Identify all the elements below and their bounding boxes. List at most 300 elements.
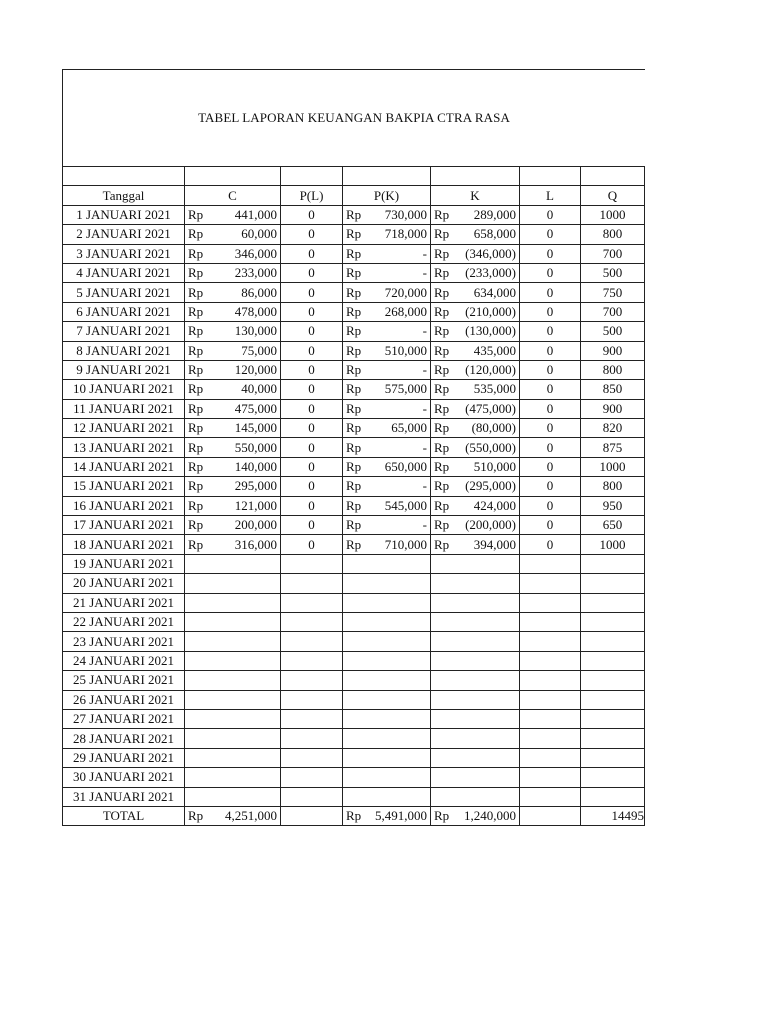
date-cell: 10 JANUARI 2021: [63, 380, 185, 399]
c-cell: [185, 748, 281, 767]
table-row: [63, 399, 645, 418]
pk-cell: [343, 302, 431, 321]
pk-cell: [343, 419, 431, 438]
pl-cell: 0: [281, 225, 343, 244]
amount-value: 1,240,000: [464, 808, 516, 824]
currency-label: Rp: [434, 303, 450, 319]
table-row: [63, 593, 645, 612]
q-cell: 700: [581, 302, 645, 321]
l-cell: [520, 768, 581, 787]
q-cell: 1000: [581, 457, 645, 476]
c-cell: [185, 593, 281, 612]
date-cell: 4 JANUARI 2021: [63, 263, 185, 282]
amount-value: 75,000: [241, 342, 277, 358]
pl-cell: 0: [281, 419, 343, 438]
l-cell: 0: [520, 205, 581, 224]
amount-value: 86,000: [241, 284, 277, 300]
currency-label: Rp: [346, 323, 362, 339]
table-row: [63, 787, 645, 806]
date-cell: 20 JANUARI 2021: [63, 574, 185, 593]
amount-value: -: [422, 439, 427, 455]
amount-value: 634,000: [473, 284, 516, 300]
c-cell: [185, 225, 281, 244]
amount-value: 289,000: [473, 206, 516, 222]
pl-cell: [281, 748, 343, 767]
table-row: [63, 768, 645, 787]
column-header: C: [185, 186, 281, 205]
title-area: [62, 69, 645, 167]
amount-value: 130,000: [234, 323, 277, 339]
currency-label: Rp: [346, 536, 362, 552]
amount-value: 60,000: [241, 226, 277, 242]
k-cell: [431, 244, 520, 263]
l-cell: [520, 729, 581, 748]
currency-label: Rp: [188, 206, 204, 222]
k-cell: [431, 302, 520, 321]
l-cell: 0: [520, 535, 581, 554]
k-cell: [431, 535, 520, 554]
amount-value: 121,000: [234, 497, 277, 513]
currency-label: Rp: [188, 420, 204, 436]
date-cell: 25 JANUARI 2021: [63, 671, 185, 690]
amount-value: 424,000: [473, 497, 516, 513]
column-header: P(L): [281, 186, 343, 205]
empty-cell: [281, 167, 343, 186]
c-cell: [185, 671, 281, 690]
c-cell: [185, 516, 281, 535]
date-cell: 27 JANUARI 2021: [63, 709, 185, 728]
date-cell: 5 JANUARI 2021: [63, 283, 185, 302]
table-row: [63, 671, 645, 690]
amount-value: (80,000): [471, 420, 516, 436]
pl-cell: [281, 787, 343, 806]
c-cell: [185, 768, 281, 787]
date-cell: 3 JANUARI 2021: [63, 244, 185, 263]
currency-label: Rp: [434, 420, 450, 436]
amount-value: (550,000): [465, 439, 516, 455]
date-cell: 26 JANUARI 2021: [63, 690, 185, 709]
pk-cell: [343, 612, 431, 631]
pk-cell: [343, 535, 431, 554]
l-cell: 0: [520, 263, 581, 282]
c-cell: [185, 244, 281, 263]
pk-cell: [343, 729, 431, 748]
q-cell: 800: [581, 477, 645, 496]
table-row: [63, 244, 645, 263]
k-cell: [431, 768, 520, 787]
amount-value: 394,000: [473, 536, 516, 552]
currency-label: Rp: [434, 439, 450, 455]
q-cell: [581, 748, 645, 767]
k-cell: [431, 205, 520, 224]
table-row: [63, 651, 645, 670]
pl-cell: 0: [281, 322, 343, 341]
amount-value: 545,000: [384, 497, 427, 513]
q-cell: [581, 574, 645, 593]
l-cell: 0: [520, 516, 581, 535]
q-cell: [581, 671, 645, 690]
k-cell: [431, 225, 520, 244]
pl-cell: 0: [281, 477, 343, 496]
amount-value: -: [422, 362, 427, 378]
amount-value: 720,000: [384, 284, 427, 300]
amount-value: (233,000): [465, 265, 516, 281]
date-cell: 19 JANUARI 2021: [63, 554, 185, 573]
amount-value: 441,000: [234, 206, 277, 222]
k-cell: [431, 263, 520, 282]
date-cell: 14 JANUARI 2021: [63, 457, 185, 476]
pk-cell: [343, 399, 431, 418]
pl-cell: 0: [281, 380, 343, 399]
table-row: [63, 457, 645, 476]
amount-value: 233,000: [234, 265, 277, 281]
k-cell: [431, 593, 520, 612]
amount-value: -: [422, 517, 427, 533]
l-cell: [520, 671, 581, 690]
empty-cell: [63, 167, 185, 186]
table-row: [63, 709, 645, 728]
q-cell: 1000: [581, 535, 645, 554]
amount-value: 145,000: [234, 420, 277, 436]
pl-cell: 0: [281, 283, 343, 302]
currency-label: Rp: [346, 459, 362, 475]
amount-value: -: [422, 400, 427, 416]
table-row: [63, 263, 645, 282]
l-cell: 0: [520, 283, 581, 302]
c-cell: [185, 419, 281, 438]
k-cell: [431, 360, 520, 379]
table-row: [63, 438, 645, 457]
q-cell: 950: [581, 496, 645, 515]
currency-label: Rp: [188, 536, 204, 552]
amount-value: (346,000): [465, 245, 516, 261]
pk-cell: [343, 671, 431, 690]
column-header: L: [520, 186, 581, 205]
amount-value: 650,000: [384, 459, 427, 475]
l-cell: 0: [520, 477, 581, 496]
currency-label: Rp: [188, 342, 204, 358]
column-header: Q: [581, 186, 645, 205]
table-row: [63, 302, 645, 321]
table-row: [63, 419, 645, 438]
table-row: [63, 574, 645, 593]
q-cell: 800: [581, 225, 645, 244]
l-cell: [520, 651, 581, 670]
table-row: [63, 205, 645, 224]
k-cell: [431, 457, 520, 476]
amount-value: 658,000: [473, 226, 516, 242]
amount-value: 575,000: [384, 381, 427, 397]
c-cell: [185, 322, 281, 341]
date-cell: 28 JANUARI 2021: [63, 729, 185, 748]
column-header: Tanggal: [63, 186, 185, 205]
pl-cell: [281, 554, 343, 573]
currency-label: Rp: [188, 808, 204, 824]
pk-cell: [343, 438, 431, 457]
amount-value: 268,000: [384, 303, 427, 319]
q-cell: 750: [581, 283, 645, 302]
k-cell: [431, 438, 520, 457]
currency-label: Rp: [346, 245, 362, 261]
k-cell: [431, 322, 520, 341]
table-row: [63, 360, 645, 379]
date-cell: 9 JANUARI 2021: [63, 360, 185, 379]
pk-cell: [343, 768, 431, 787]
q-cell: 850: [581, 380, 645, 399]
pk-cell: [343, 380, 431, 399]
currency-label: Rp: [346, 400, 362, 416]
k-cell: [431, 496, 520, 515]
pl-cell: 0: [281, 399, 343, 418]
k-cell: [431, 729, 520, 748]
currency-label: Rp: [346, 497, 362, 513]
currency-label: Rp: [188, 265, 204, 281]
c-cell: [185, 612, 281, 631]
date-cell: 21 JANUARI 2021: [63, 593, 185, 612]
currency-label: Rp: [434, 497, 450, 513]
c-cell: [185, 709, 281, 728]
c-cell: [185, 263, 281, 282]
column-header: K: [431, 186, 520, 205]
amount-value: 346,000: [234, 245, 277, 261]
currency-label: Rp: [188, 517, 204, 533]
currency-label: Rp: [434, 284, 450, 300]
spacer-row: [63, 167, 645, 186]
currency-label: Rp: [346, 517, 362, 533]
amount-value: (210,000): [465, 303, 516, 319]
currency-label: Rp: [434, 400, 450, 416]
amount-value: 710,000: [384, 536, 427, 552]
total-label: TOTAL: [63, 806, 185, 825]
pk-cell: [343, 263, 431, 282]
amount-value: 730,000: [384, 206, 427, 222]
date-cell: 16 JANUARI 2021: [63, 496, 185, 515]
q-cell: 900: [581, 341, 645, 360]
pl-cell: 0: [281, 244, 343, 263]
currency-label: Rp: [188, 400, 204, 416]
pk-cell: [343, 516, 431, 535]
amount-value: 510,000: [384, 342, 427, 358]
k-cell: [431, 690, 520, 709]
currency-label: Rp: [434, 381, 450, 397]
table-row: [63, 632, 645, 651]
amount-value: (120,000): [465, 362, 516, 378]
total-l: [520, 806, 581, 825]
q-cell: [581, 554, 645, 573]
date-cell: 8 JANUARI 2021: [63, 341, 185, 360]
l-cell: [520, 690, 581, 709]
q-cell: 820: [581, 419, 645, 438]
currency-label: Rp: [434, 362, 450, 378]
amount-value: 510,000: [473, 459, 516, 475]
c-cell: [185, 457, 281, 476]
c-cell: [185, 283, 281, 302]
q-cell: 700: [581, 244, 645, 263]
amount-value: 65,000: [391, 420, 427, 436]
l-cell: 0: [520, 360, 581, 379]
c-cell: [185, 574, 281, 593]
total-pk: [343, 806, 431, 825]
l-cell: 0: [520, 341, 581, 360]
l-cell: 0: [520, 225, 581, 244]
c-cell: [185, 477, 281, 496]
k-cell: [431, 671, 520, 690]
pk-cell: [343, 787, 431, 806]
table-row: [63, 225, 645, 244]
k-cell: [431, 612, 520, 631]
empty-cell: [185, 167, 281, 186]
c-cell: [185, 380, 281, 399]
c-cell: [185, 554, 281, 573]
pl-cell: 0: [281, 263, 343, 282]
k-cell: [431, 283, 520, 302]
pl-cell: 0: [281, 205, 343, 224]
table-row: [63, 729, 645, 748]
currency-label: Rp: [188, 362, 204, 378]
table-row: [63, 690, 645, 709]
q-cell: 500: [581, 322, 645, 341]
table-row: [63, 380, 645, 399]
pk-cell: [343, 574, 431, 593]
date-cell: 23 JANUARI 2021: [63, 632, 185, 651]
pk-cell: [343, 341, 431, 360]
c-cell: [185, 690, 281, 709]
l-cell: [520, 787, 581, 806]
total-pl: [281, 806, 343, 825]
amount-value: 120,000: [234, 362, 277, 378]
l-cell: 0: [520, 380, 581, 399]
pl-cell: 0: [281, 535, 343, 554]
currency-label: Rp: [346, 303, 362, 319]
pk-cell: [343, 477, 431, 496]
k-cell: [431, 651, 520, 670]
c-cell: [185, 205, 281, 224]
currency-label: Rp: [434, 517, 450, 533]
currency-label: Rp: [434, 459, 450, 475]
c-cell: [185, 729, 281, 748]
k-cell: [431, 477, 520, 496]
date-cell: 12 JANUARI 2021: [63, 419, 185, 438]
total-c: [185, 806, 281, 825]
pk-cell: [343, 709, 431, 728]
currency-label: Rp: [434, 206, 450, 222]
total-k: [431, 806, 520, 825]
k-cell: [431, 380, 520, 399]
c-cell: [185, 341, 281, 360]
pl-cell: 0: [281, 496, 343, 515]
currency-label: Rp: [188, 284, 204, 300]
table-row: [63, 535, 645, 554]
q-cell: [581, 729, 645, 748]
pl-cell: [281, 768, 343, 787]
table-row: [63, 283, 645, 302]
l-cell: [520, 632, 581, 651]
currency-label: Rp: [346, 206, 362, 222]
k-cell: [431, 419, 520, 438]
pl-cell: [281, 593, 343, 612]
q-cell: [581, 632, 645, 651]
amount-value: (475,000): [465, 400, 516, 416]
l-cell: 0: [520, 322, 581, 341]
k-cell: [431, 787, 520, 806]
date-cell: 11 JANUARI 2021: [63, 399, 185, 418]
q-cell: [581, 768, 645, 787]
currency-label: Rp: [188, 226, 204, 242]
amount-value: -: [422, 478, 427, 494]
amount-value: (200,000): [465, 517, 516, 533]
k-cell: [431, 516, 520, 535]
l-cell: 0: [520, 496, 581, 515]
k-cell: [431, 709, 520, 728]
currency-label: Rp: [346, 420, 362, 436]
currency-label: Rp: [434, 808, 450, 824]
empty-cell: [343, 167, 431, 186]
q-cell: [581, 690, 645, 709]
l-cell: [520, 709, 581, 728]
amount-value: 718,000: [384, 226, 427, 242]
q-cell: [581, 612, 645, 631]
report-title: TABEL LAPORAN KEUANGAN BAKPIA CTRA RASA: [198, 110, 510, 125]
q-cell: 500: [581, 263, 645, 282]
pk-cell: [343, 690, 431, 709]
currency-label: Rp: [346, 381, 362, 397]
amount-value: 200,000: [234, 517, 277, 533]
k-cell: [431, 632, 520, 651]
l-cell: [520, 612, 581, 631]
k-cell: [431, 341, 520, 360]
currency-label: Rp: [434, 342, 450, 358]
q-cell: 900: [581, 399, 645, 418]
amount-value: -: [422, 265, 427, 281]
pl-cell: [281, 729, 343, 748]
date-cell: 1 JANUARI 2021: [63, 205, 185, 224]
currency-label: Rp: [346, 439, 362, 455]
amount-value: 435,000: [473, 342, 516, 358]
total-row: [63, 806, 645, 825]
table-row: [63, 496, 645, 515]
l-cell: 0: [520, 302, 581, 321]
c-cell: [185, 632, 281, 651]
date-cell: 24 JANUARI 2021: [63, 651, 185, 670]
date-cell: 13 JANUARI 2021: [63, 438, 185, 457]
k-cell: [431, 554, 520, 573]
amount-value: 4,251,000: [225, 808, 277, 824]
q-cell: [581, 709, 645, 728]
pk-cell: [343, 632, 431, 651]
pk-cell: [343, 457, 431, 476]
date-cell: 30 JANUARI 2021: [63, 768, 185, 787]
l-cell: [520, 554, 581, 573]
l-cell: 0: [520, 419, 581, 438]
currency-label: Rp: [188, 323, 204, 339]
k-cell: [431, 399, 520, 418]
currency-label: Rp: [346, 478, 362, 494]
pk-cell: [343, 322, 431, 341]
pk-cell: [343, 748, 431, 767]
currency-label: Rp: [188, 303, 204, 319]
l-cell: [520, 748, 581, 767]
k-cell: [431, 574, 520, 593]
financial-report-table: [62, 166, 645, 826]
c-cell: [185, 787, 281, 806]
l-cell: 0: [520, 244, 581, 263]
pl-cell: [281, 709, 343, 728]
date-cell: 15 JANUARI 2021: [63, 477, 185, 496]
table-row: [63, 516, 645, 535]
amount-value: (130,000): [465, 323, 516, 339]
l-cell: [520, 574, 581, 593]
date-cell: 29 JANUARI 2021: [63, 748, 185, 767]
